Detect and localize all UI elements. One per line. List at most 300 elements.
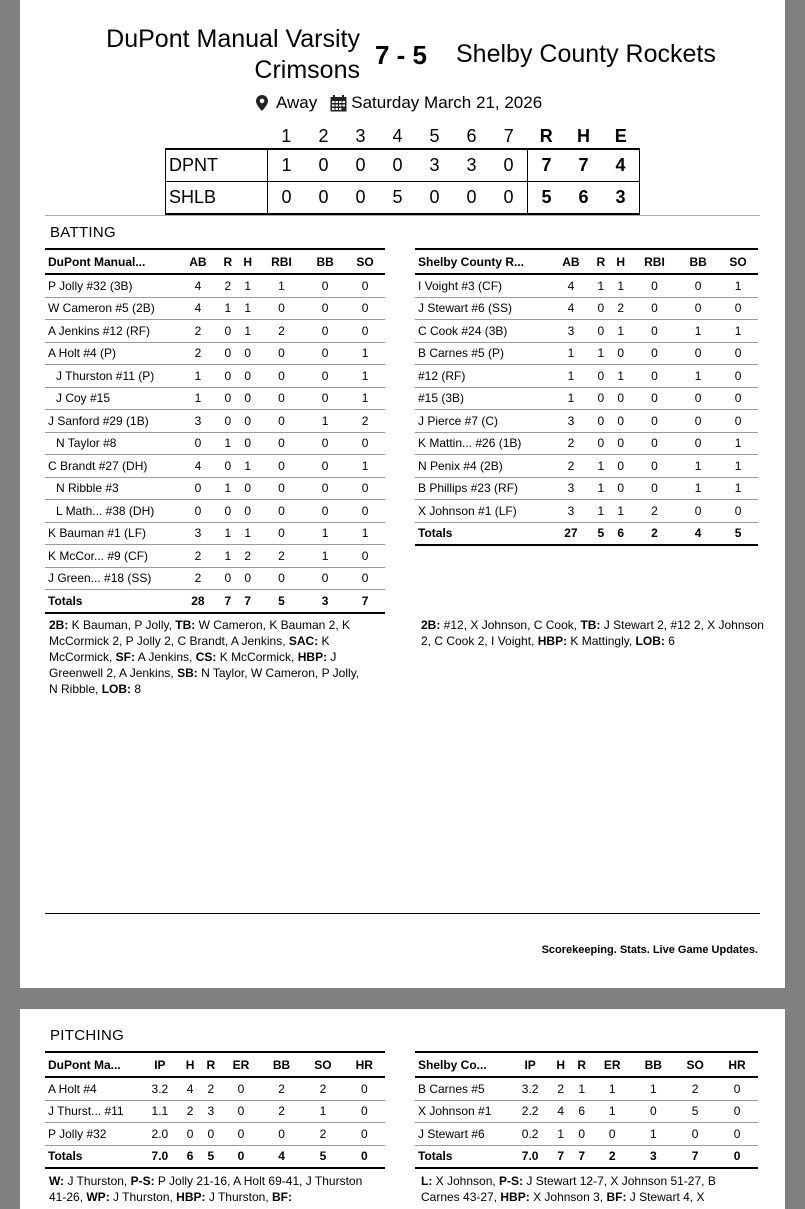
stat-cell: 0 [258, 432, 306, 455]
stat-cell: 5 [674, 1100, 716, 1123]
totals-cell: 3 [305, 590, 345, 613]
linescore-team: DPNT [166, 149, 268, 182]
linescore-header-cell: 4 [392, 125, 403, 146]
totals-cell: 7 [218, 590, 238, 613]
stat-label: 2B: [49, 618, 69, 632]
stat-cell: 0 [674, 1123, 716, 1146]
totals-label: Totals [415, 522, 551, 545]
table-row [45, 567, 385, 590]
stat-cell: 0 [611, 342, 631, 365]
stat-cell: 0 [178, 500, 218, 523]
table-row [415, 387, 758, 410]
stat-cell: 0 [591, 387, 611, 410]
linescore-header-cell: 3 [355, 125, 366, 146]
stat-label: LOB: [635, 634, 665, 648]
stat-cell: 0 [718, 365, 758, 388]
table-row [415, 410, 758, 433]
player-name: K Bauman #1 (LF) [45, 522, 178, 545]
stat-cell: 0 [258, 297, 306, 320]
stat-cell: 0 [591, 365, 611, 388]
player-name: J Coy #15 [45, 387, 178, 410]
totals-cell: 7 [674, 1145, 716, 1168]
stat-cell: 1 [611, 320, 631, 343]
home-batting-table [45, 248, 385, 614]
linescore-header-row [166, 124, 640, 149]
stat-cell: 2 [261, 1077, 302, 1100]
stat-cell: 1 [592, 1100, 632, 1123]
stat-cell: 0 [305, 387, 345, 410]
game-meta [256, 93, 542, 113]
table-row [415, 274, 758, 297]
totals-cell: 5 [591, 522, 611, 545]
stat-label: TB: [175, 618, 196, 632]
stat-cell: 0 [238, 410, 258, 433]
stat-cell: 0 [344, 1077, 385, 1100]
totals-cell: 6 [180, 1145, 201, 1168]
table-header-row [45, 249, 385, 274]
stat-cell: 1 [678, 365, 718, 388]
linescore-cell: 3 [602, 182, 640, 215]
stat-cell: 0 [218, 320, 238, 343]
stat-cell: 0 [344, 1123, 385, 1146]
stat-cell: 2 [178, 545, 218, 568]
player-name: N Taylor #8 [45, 432, 178, 455]
stat-cell: 1 [718, 477, 758, 500]
totals-cell: 6 [611, 522, 631, 545]
player-name: B Carnes #5 [415, 1077, 510, 1100]
stat-cell: 1 [550, 1123, 571, 1146]
stat-header: BB [632, 1052, 674, 1077]
stat-cell: 0 [258, 365, 306, 388]
stat-label: SF: [115, 650, 136, 664]
table-row [45, 455, 385, 478]
team-header: DuPont Manual... [45, 249, 178, 274]
totals-cell: 5 [718, 522, 758, 545]
stat-cell: 1 [551, 342, 591, 365]
player-name: A Holt #4 [45, 1077, 140, 1100]
table-row [415, 432, 758, 455]
linescore-cell: 6 [565, 182, 602, 215]
stat-cell: 1 [218, 297, 238, 320]
stat-cell: 0 [631, 455, 679, 478]
stat-cell: 0 [238, 365, 258, 388]
stat-cell: 1 [178, 387, 218, 410]
stat-cell: 1 [305, 522, 345, 545]
stat-cell: 1 [218, 522, 238, 545]
player-name: C Cook #24 (3B) [415, 320, 551, 343]
stat-cell: 3 [551, 500, 591, 523]
stat-cell: 2.0 [140, 1123, 180, 1146]
stat-cell: 1 [345, 455, 385, 478]
table-row [415, 1077, 758, 1100]
stat-cell: 2 [178, 567, 218, 590]
table-row [45, 342, 385, 365]
stat-cell: 4 [180, 1077, 201, 1100]
stat-label: W: [49, 1174, 65, 1188]
totals-cell: 7.0 [510, 1145, 550, 1168]
stat-cell: 1 [591, 274, 611, 297]
player-name: I Voight #3 (CF) [415, 274, 551, 297]
stat-cell: 0 [238, 342, 258, 365]
stat-cell: 1 [305, 545, 345, 568]
stat-cell: 0 [238, 500, 258, 523]
final-score: 7 - 5 [374, 40, 428, 70]
stat-cell: 2 [302, 1077, 343, 1100]
stat-cell: 0 [678, 432, 718, 455]
stat-cell: 0 [180, 1123, 201, 1146]
stat-cell: 0 [258, 500, 306, 523]
stat-header: H [611, 249, 631, 274]
linescore-header-cell: R [539, 125, 553, 146]
stat-cell: 0 [258, 522, 306, 545]
table-row [415, 365, 758, 388]
linescore-cell: 5 [379, 182, 416, 215]
stat-header: ER [221, 1052, 261, 1077]
stat-label: SAC: [288, 634, 319, 648]
stat-cell: 1.1 [140, 1100, 180, 1123]
stat-cell: 0 [718, 342, 758, 365]
player-name: B Carnes #5 (P) [415, 342, 551, 365]
stat-header: R [218, 249, 238, 274]
table-header-row [415, 1052, 758, 1077]
linescore-cell: 4 [602, 149, 640, 182]
stat-cell: 1 [551, 365, 591, 388]
stat-cell: 3 [551, 477, 591, 500]
stat-cell: 0 [631, 410, 679, 433]
player-name: A Jenkins #12 (RF) [45, 320, 178, 343]
stat-cell: 1 [591, 500, 611, 523]
home-pitching-table [45, 1051, 385, 1169]
away-batting-notes: 2B: #12, X Johnson, C Cook, TB: J Stewart 2, #12 2, X Johnson 2, C Cook 2, I Voight, HBP: K Mattingly, LOB: 6 [421, 618, 764, 648]
stat-cell: 2 [302, 1123, 343, 1146]
linescore-cell: 0 [268, 182, 306, 215]
totals-cell: 28 [178, 590, 218, 613]
linescore-cell: 0 [305, 149, 342, 182]
stat-cell: 1 [611, 500, 631, 523]
totals-cell: 7 [571, 1145, 592, 1168]
player-name: K Mattin... #26 (1B) [415, 432, 551, 455]
stat-cell: 2 [550, 1077, 571, 1100]
linescore-row [166, 149, 640, 182]
section-divider [45, 215, 760, 216]
totals-cell: 7 [550, 1145, 571, 1168]
linescore-row [166, 182, 640, 215]
stat-cell: 2.2 [510, 1100, 550, 1123]
stat-cell: 0 [200, 1123, 221, 1146]
linescore-header-cell: E [614, 125, 627, 146]
stat-cell: 0 [258, 567, 306, 590]
stat-cell: 2 [178, 320, 218, 343]
linescore-cell: 0 [453, 182, 490, 215]
stat-cell: 3.2 [140, 1077, 180, 1100]
stat-cell: 1 [258, 274, 306, 297]
linescore-header-cell: H [577, 125, 590, 146]
totals-cell: 4 [261, 1145, 302, 1168]
location-text: Away [276, 93, 318, 112]
totals-cell: 0 [344, 1145, 385, 1168]
table-row [45, 522, 385, 545]
totals-cell: 5 [258, 590, 306, 613]
stat-header: H [238, 249, 258, 274]
stat-header: HR [716, 1052, 758, 1077]
stat-cell: 2 [631, 500, 679, 523]
stat-cell: 2 [180, 1100, 201, 1123]
player-name: L Math... #38 (DH) [45, 500, 178, 523]
linescore-cell: 7 [565, 149, 602, 182]
totals-cell: 7 [345, 590, 385, 613]
stat-cell: 0 [591, 320, 611, 343]
linescore-cell: 0 [490, 182, 528, 215]
stat-cell: 1 [178, 365, 218, 388]
linescore-cell: 1 [268, 149, 306, 182]
table-row [45, 1123, 385, 1146]
stat-cell: 0 [678, 342, 718, 365]
stat-cell: 0 [218, 455, 238, 478]
stat-cell: 0 [678, 500, 718, 523]
stat-cell: 1 [718, 320, 758, 343]
stat-header: RBI [258, 249, 306, 274]
totals-label: Totals [45, 590, 178, 613]
table-header-row [45, 1052, 385, 1077]
stat-cell: 0 [631, 365, 679, 388]
linescore-header-cell: 6 [466, 125, 477, 146]
stat-cell: 0 [345, 477, 385, 500]
stat-cell: 0 [305, 320, 345, 343]
stat-label: SB: [177, 666, 198, 680]
table-row [45, 365, 385, 388]
stat-cell: 1 [632, 1077, 674, 1100]
stat-cell: 3 [178, 410, 218, 433]
stat-cell: 0 [631, 387, 679, 410]
player-name: X Johnson #1 [415, 1100, 510, 1123]
stat-cell: 2 [674, 1077, 716, 1100]
stat-cell: 0 [678, 274, 718, 297]
player-name: A Holt #4 (P) [45, 342, 178, 365]
totals-cell: 2 [592, 1145, 632, 1168]
stat-header: BB [305, 249, 345, 274]
stat-cell: 0 [238, 567, 258, 590]
stat-cell: 1 [592, 1077, 632, 1100]
away-batting-table [415, 248, 758, 546]
table-row [45, 1077, 385, 1100]
stat-cell: 2 [611, 297, 631, 320]
linescore-cell: 0 [342, 149, 379, 182]
linescore-cell: 7 [528, 149, 566, 182]
stat-cell: 2 [261, 1100, 302, 1123]
stat-cell: 0 [305, 432, 345, 455]
stat-cell: 0 [178, 432, 218, 455]
map-pin-icon [256, 95, 268, 111]
player-name: X Johnson #1 (LF) [415, 500, 551, 523]
date-text: Saturday March 21, 2026 [351, 93, 543, 112]
team-header: DuPont Ma... [45, 1052, 140, 1077]
stat-cell: 1 [238, 320, 258, 343]
table-row [415, 455, 758, 478]
stat-cell: 0 [716, 1123, 758, 1146]
footer-tagline: Scorekeeping. Stats. Live Game Updates. [541, 944, 758, 956]
stat-cell: 2 [551, 455, 591, 478]
stat-cell: 3 [551, 320, 591, 343]
box-score-page [20, 0, 785, 988]
totals-label: Totals [415, 1145, 510, 1168]
stat-cell: 1 [591, 342, 611, 365]
stat-cell: 4 [550, 1100, 571, 1123]
stat-cell: 0 [571, 1123, 592, 1146]
stat-cell: 0 [718, 387, 758, 410]
stat-cell: 0 [218, 410, 238, 433]
stat-cell: 0 [178, 477, 218, 500]
stat-cell: 0 [305, 500, 345, 523]
batting-title: BATTING [50, 224, 116, 241]
stat-cell: 0 [345, 432, 385, 455]
stat-header: BB [678, 249, 718, 274]
stat-cell: 0 [305, 342, 345, 365]
player-name: #12 (RF) [415, 365, 551, 388]
stat-cell: 1 [718, 455, 758, 478]
stat-cell: 1 [678, 320, 718, 343]
stat-label: P-S: [130, 1174, 155, 1188]
stat-cell: 0 [631, 342, 679, 365]
linescore-header-cell: 5 [429, 125, 440, 146]
stat-cell: 1 [302, 1100, 343, 1123]
stat-cell: 1 [218, 432, 238, 455]
stat-cell: 2 [258, 545, 306, 568]
stat-cell: 0 [591, 432, 611, 455]
totals-row [415, 522, 758, 545]
stat-cell: 0 [221, 1123, 261, 1146]
stat-cell: 2 [200, 1077, 221, 1100]
stat-header: BB [261, 1052, 302, 1077]
stat-cell: 3 [178, 522, 218, 545]
linescore-cell: 0 [490, 149, 528, 182]
linescore-cell: 0 [305, 182, 342, 215]
stat-cell: 0 [631, 320, 679, 343]
stat-cell: 0 [258, 387, 306, 410]
stat-cell: 2 [258, 320, 306, 343]
totals-cell: 0 [221, 1145, 261, 1168]
player-name: K McCor... #9 (CF) [45, 545, 178, 568]
stat-label: BF: [606, 1190, 627, 1204]
stat-cell: 1 [305, 410, 345, 433]
stat-cell: 1 [238, 522, 258, 545]
stat-cell: 0 [345, 274, 385, 297]
stat-cell: 2 [178, 342, 218, 365]
stat-label: HBP: [537, 634, 568, 648]
stat-cell: 0 [345, 545, 385, 568]
stat-cell: 0 [718, 297, 758, 320]
stat-header: IP [510, 1052, 550, 1077]
table-row [45, 477, 385, 500]
stat-cell: 2 [218, 274, 238, 297]
stat-cell: 3 [551, 410, 591, 433]
stat-cell: 0 [305, 274, 345, 297]
stat-cell: 1 [345, 365, 385, 388]
table-row [45, 545, 385, 568]
stat-header: R [591, 249, 611, 274]
stat-header: AB [551, 249, 591, 274]
linescore-header-cell: 7 [503, 125, 514, 146]
stat-cell: 2 [345, 410, 385, 433]
stat-cell: 1 [632, 1123, 674, 1146]
player-name: P Jolly #32 [45, 1123, 140, 1146]
player-name: J Stewart #6 [415, 1123, 510, 1146]
stat-cell: 0 [678, 410, 718, 433]
stat-cell: 3 [200, 1100, 221, 1123]
stat-label: HBP: [297, 650, 328, 664]
team-header: Shelby County R... [415, 249, 551, 274]
stat-cell: 0 [221, 1077, 261, 1100]
stat-cell: 0 [305, 297, 345, 320]
linescore-team: SHLB [166, 182, 268, 215]
stat-cell: 1 [218, 545, 238, 568]
stat-cell: 1 [718, 274, 758, 297]
stat-cell: 1 [238, 455, 258, 478]
linescore-header-cell: 2 [318, 125, 329, 146]
totals-row [45, 590, 385, 613]
stat-cell: 0 [611, 455, 631, 478]
linescore-cell: 0 [379, 149, 416, 182]
player-name: J Stewart #6 (SS) [415, 297, 551, 320]
stat-cell: 4 [178, 297, 218, 320]
totals-cell: 4 [678, 522, 718, 545]
stat-cell: 1 [345, 387, 385, 410]
table-row [45, 387, 385, 410]
stat-cell: 4 [551, 274, 591, 297]
stat-cell: 0 [611, 432, 631, 455]
stat-cell: 0 [678, 297, 718, 320]
stat-cell: 0 [238, 387, 258, 410]
stat-cell: 0 [258, 477, 306, 500]
table-row [415, 320, 758, 343]
player-name: J Green... #18 (SS) [45, 567, 178, 590]
stat-label: HBP: [176, 1190, 206, 1204]
stat-cell: 0 [305, 477, 345, 500]
stat-cell: 4 [551, 297, 591, 320]
stat-cell: 0 [218, 365, 238, 388]
stat-cell: 1 [678, 455, 718, 478]
stat-cell: 4 [178, 274, 218, 297]
table-row [45, 274, 385, 297]
footer-divider [45, 913, 760, 914]
stat-cell: 0 [631, 432, 679, 455]
stat-cell: 0 [718, 410, 758, 433]
totals-cell: 0 [716, 1145, 758, 1168]
totals-cell: 7.0 [140, 1145, 180, 1168]
stat-cell: 1 [345, 522, 385, 545]
stat-label: WP: [86, 1190, 110, 1204]
away-team-name: Shelby County Rockets [456, 40, 716, 68]
stat-cell: 0 [718, 500, 758, 523]
stat-cell: 0 [632, 1100, 674, 1123]
stat-cell: 2 [238, 545, 258, 568]
home-pitching-notes: W: J Thurston, P-S: P Jolly 21-16, A Holt 69-41, J Thurston 41-26, WP: J Thurston, HBP: J Thurston, BF: [49, 1174, 363, 1204]
stat-header: H [550, 1052, 571, 1077]
stat-cell: 0 [591, 297, 611, 320]
player-name: B Phillips #23 (RF) [415, 477, 551, 500]
stat-cell: 4 [178, 455, 218, 478]
table-row [415, 477, 758, 500]
stat-cell: 1 [238, 274, 258, 297]
pitching-title: PITCHING [50, 1027, 125, 1044]
stat-cell: 0 [258, 410, 306, 433]
stat-cell: 1 [238, 297, 258, 320]
totals-cell: 5 [302, 1145, 343, 1168]
linescore-header-team [166, 124, 268, 149]
totals-cell: 7 [238, 590, 258, 613]
totals-cell: 27 [551, 522, 591, 545]
player-name: P Jolly #32 (3B) [45, 274, 178, 297]
stat-label: BF: [272, 1190, 292, 1204]
